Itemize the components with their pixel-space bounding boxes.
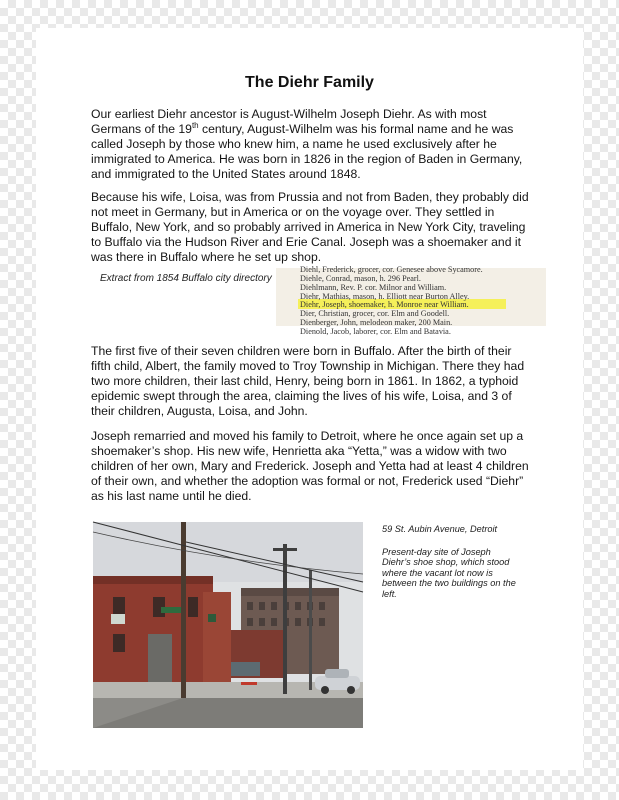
directory-line: Diehr, Mathias, mason, h. Elliott near Burton Alley. <box>300 292 470 301</box>
directory-line: Dienold, Jacob, laborer, cor. Elm and Batavia. <box>300 327 451 336</box>
page-title: The Diehr Family <box>245 74 374 91</box>
directory-line: Diehl, Frederick, grocer, cor. Genesee above Sycamore. <box>300 265 483 274</box>
directory-extract-image <box>276 265 546 336</box>
directory-line: Dier, Christian, grocer, cor. Elm and Goodell. <box>300 309 450 318</box>
paragraph-buffalo: Because his wife, Loisa, was from Prussia and not from Baden, they probably did not meet in Germany, but in America or on the voyage over. They settled in Buffalo, New York, and so probably arrived in America in New York City, traveling to Buffalo via the Hudson River and Erie Canal. Joseph was a shoemaker and it was there in Buffalo where he set up shop. <box>91 190 529 264</box>
paragraph-ancestor-end: century, August-Wilhelm was his formal name and he was called Joseph by those who knew him, a name he used exclusively after he immigrated to America. He was born in 1826 in the region of Baden in Germany, and immigrated to the United States around 1848. <box>91 122 523 181</box>
directory-line: Diehlmann, Rev. P. cor. Milnor and William. <box>300 283 447 292</box>
document-page <box>36 28 583 770</box>
paragraph-detroit: Joseph remarried and moved his family to Detroit, where he once again set up a shoemaker’s shop. His new wife, Henrietta aka “Yetta,” was a widow with two children of her own, Mary and Frederick. Joseph and Yetta had at least 4 children of their own, and whether the adoption was formal or not, Frederick used “Diehr” as his last name until he died. <box>91 429 529 503</box>
directory-caption: Extract from 1854 Buffalo city directory <box>100 273 272 284</box>
paragraph-ancestor <box>91 107 531 182</box>
directory-line: Dienberger, John, melodeon maker, 200 Main. <box>300 318 453 327</box>
photo-location: 59 St. Aubin Avenue, Detroit <box>382 524 498 534</box>
photo-description: Present-day site of Joseph Diehr’s shoe shop, which stood where the vacant lot now is between the two buildings on the left. <box>382 546 516 599</box>
directory-line-highlighted: Diehr, Joseph, shoemaker, h. Monroe near William. <box>300 300 469 309</box>
ordinal-suffix: th <box>191 120 199 130</box>
street-photo <box>93 522 363 728</box>
paragraph-children: The first five of their seven children were born in Buffalo. After the birth of their fifth child, Albert, the family moved to Troy Township in Michigan. There they had two more children, their last child, Henry, being born in 1861. In 1862, a typhoid epidemic swept through the area, claiming the lives of his wife, Loisa, and 3 of their children, Augusta, Loisa, and John. <box>91 344 525 418</box>
directory-line: Diehle, Conrad, mason, h. 296 Pearl. <box>300 274 421 283</box>
paragraph-ancestor-start: Our earliest Diehr ancestor is August-Wilhelm Joseph Diehr. As with most Germans of the 19 <box>91 107 487 136</box>
photo-caption <box>382 524 522 599</box>
